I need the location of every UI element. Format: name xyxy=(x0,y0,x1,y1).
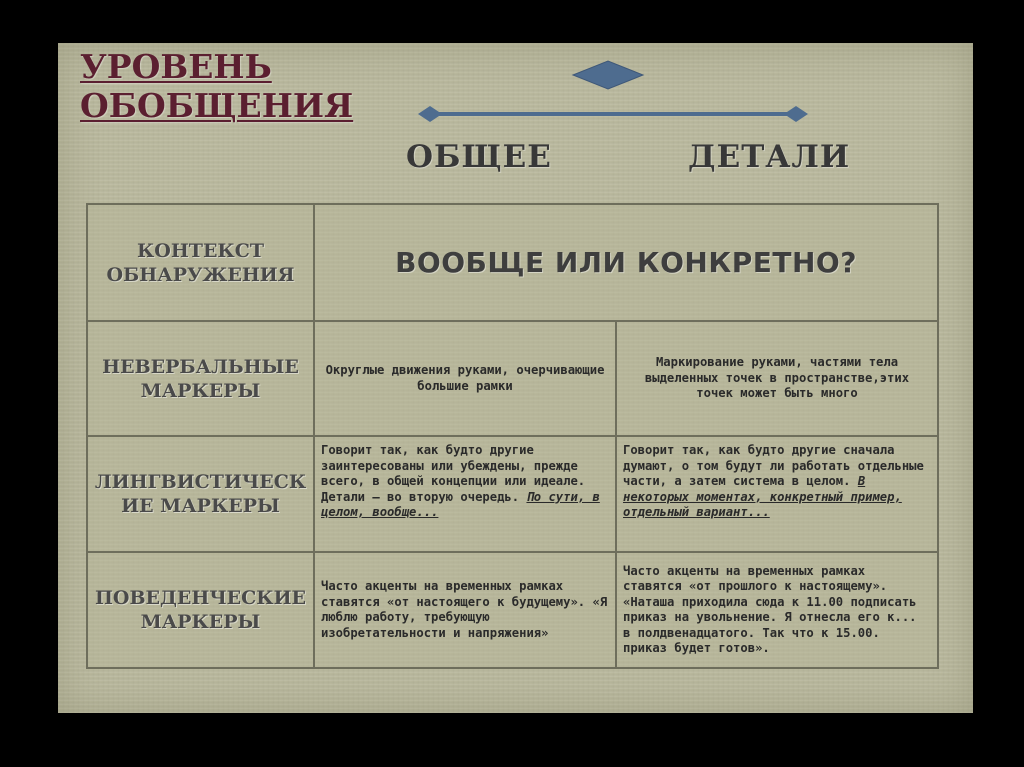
context-question: ВООБЩЕ ИЛИ КОНКРЕТНО? xyxy=(314,204,938,321)
scale-label-general: ОБЩЕЕ xyxy=(406,139,552,175)
nonverbal-general: Округлые движения руками, очерчивающие большие рамки xyxy=(314,321,616,436)
linguistic-details-emphasis: В некоторых моментах, конкретный пример, отдельный вариант... xyxy=(623,474,902,519)
scale-label-details: ДЕТАЛИ xyxy=(688,139,851,175)
behavioral-general: Часто акценты на временных рамках ставятся «от настоящего к будущему». «Я люблю работу, требующую изобретательности и напряжения» xyxy=(314,552,616,668)
row-header-behavioral: ПОВЕДЕНЧЕСКИЕ МАРКЕРЫ xyxy=(87,552,314,668)
generalization-scale xyxy=(418,57,808,127)
linguistic-general-emphasis: По сути, в целом, вообще... xyxy=(321,489,600,519)
behavioral-details: Часто акценты на временных рамках ставятся «от прошлого к настоящему». «Наташа приходила сюда к 11.00 подписать приказ на увольнение. Я отнесла его к... в полдвенадцатого. Так что к 15.00. приказ будет готов». xyxy=(616,552,938,668)
markers-table xyxy=(86,203,939,669)
row-header-linguistic: ЛИНГВИСТИЧЕСК ИЕ МАРКЕРЫ xyxy=(87,436,314,552)
linguistic-details xyxy=(616,436,938,552)
table-row-context xyxy=(87,204,938,321)
title-line-2: ОБОБЩЕНИЯ xyxy=(80,86,354,125)
title-line-1: УРОВЕНЬ xyxy=(80,47,272,86)
linguistic-details-text: Говорит так, как будто другие сначала думают, о том будут ли работать отдельные части, а затем система в целом. xyxy=(623,443,924,488)
table-row-nonverbal xyxy=(87,321,938,436)
slide xyxy=(58,43,973,713)
scale-right-end xyxy=(784,106,808,122)
nonverbal-details: Маркирование руками, частями тела выделенных точек в пространстве,этих точек может быть много xyxy=(616,321,938,436)
table-row-behavioral xyxy=(87,552,938,668)
row-header-nonverbal: НЕВЕРБАЛЬНЫЕ МАРКЕРЫ xyxy=(87,321,314,436)
row-header-context: КОНТЕКСТ ОБНАРУЖЕНИЯ xyxy=(87,204,314,321)
scale-top-diamond xyxy=(573,61,643,89)
linguistic-general xyxy=(314,436,616,552)
table-row-linguistic xyxy=(87,436,938,552)
linguistic-general-text: Говорит так, как будто другие заинтересованы или убеждены, прежде всего, в общей концепции или идеале. Детали – во вторую очередь. xyxy=(321,443,586,504)
slide-title xyxy=(80,47,353,125)
scale-left-end xyxy=(418,106,442,122)
